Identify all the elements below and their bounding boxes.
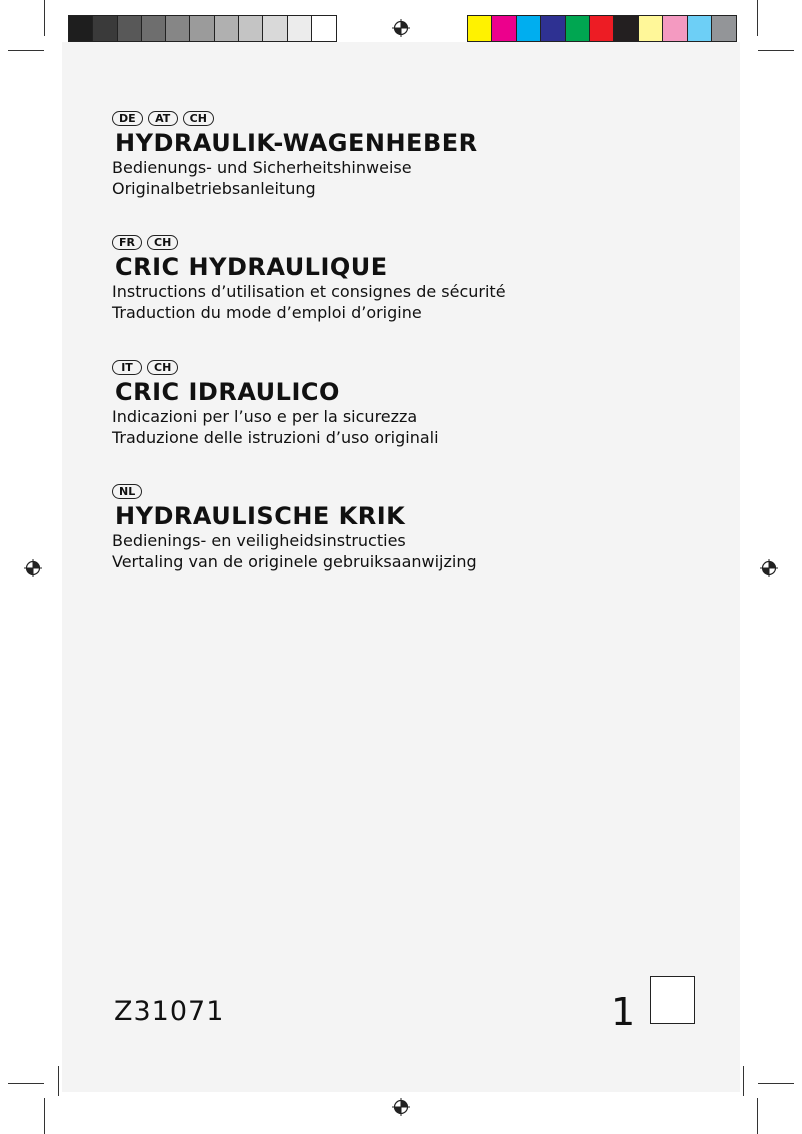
country-badge: AT [148, 111, 178, 126]
section-de [112, 111, 478, 199]
color-swatch [142, 16, 166, 41]
section-subtitle: Vertaling van de originele gebruiksaanwijzing [112, 552, 477, 571]
section-title: CRIC HYDRAULIQUE [115, 253, 388, 281]
color-swatch [688, 16, 712, 41]
registration-mark-icon [392, 1098, 410, 1116]
section-it [112, 360, 439, 448]
section-subtitle: Traduction du mode d’emploi d’origine [112, 303, 422, 322]
crop-mark [58, 1066, 59, 1096]
color-swatch [190, 16, 214, 41]
country-badge: NL [112, 484, 142, 499]
section-fr [112, 235, 506, 323]
model-number: Z31071 [114, 996, 225, 1027]
crop-mark [757, 0, 758, 36]
color-swatch [93, 16, 117, 41]
crop-mark [757, 1098, 758, 1134]
grayscale-calibration-bar [68, 15, 337, 42]
section-title: HYDRAULISCHE KRIK [115, 502, 406, 530]
color-swatch [590, 16, 614, 41]
crop-mark [743, 1066, 744, 1096]
color-swatch [166, 16, 190, 41]
section-subtitle: Indicazioni per l’uso e per la sicurezza [112, 407, 418, 426]
page-checkbox [650, 976, 695, 1024]
section-subtitle: Instructions d’utilisation et consignes de sécurité [112, 282, 506, 301]
crop-mark [758, 1083, 794, 1084]
color-swatch [468, 16, 492, 41]
country-badge: IT [112, 360, 142, 375]
color-swatch [614, 16, 638, 41]
registration-mark-icon [24, 559, 42, 577]
registration-mark-icon [760, 559, 778, 577]
color-swatch [69, 16, 93, 41]
section-nl [112, 484, 477, 572]
page-number: 1 [611, 990, 636, 1034]
color-swatch [118, 16, 142, 41]
color-swatch [263, 16, 287, 41]
section-title: CRIC IDRAULICO [115, 378, 340, 406]
color-swatch [492, 16, 516, 41]
crop-mark [758, 50, 794, 51]
crop-mark [44, 0, 45, 36]
section-subtitle: Bedienings- en veiligheidsinstructies [112, 531, 406, 550]
crop-mark [8, 50, 44, 51]
country-badge: FR [112, 235, 142, 250]
crop-mark [44, 1098, 45, 1134]
color-swatch [639, 16, 663, 41]
country-badge: CH [147, 235, 178, 250]
crop-mark [8, 1083, 44, 1084]
country-badges [112, 484, 477, 502]
country-badges [112, 111, 478, 129]
section-subtitle: Traduzione delle istruzioni d’uso originali [112, 428, 439, 447]
section-subtitle: Bedienungs- und Sicherheitshinweise [112, 158, 412, 177]
color-swatch [239, 16, 263, 41]
registration-mark-icon [392, 19, 410, 37]
color-swatch [215, 16, 239, 41]
color-swatch [566, 16, 590, 41]
color-swatch [288, 16, 312, 41]
country-badge: CH [183, 111, 214, 126]
country-badge: DE [112, 111, 143, 126]
color-swatch [312, 16, 336, 41]
color-swatch [712, 16, 736, 41]
country-badges [112, 360, 439, 378]
country-badges [112, 235, 506, 253]
color-swatch [663, 16, 687, 41]
country-badge: CH [147, 360, 178, 375]
color-swatch [541, 16, 565, 41]
color-swatch [517, 16, 541, 41]
section-subtitle: Originalbetriebsanleitung [112, 179, 316, 198]
color-calibration-bar [467, 15, 737, 42]
section-title: HYDRAULIK-WAGENHEBER [115, 129, 478, 157]
